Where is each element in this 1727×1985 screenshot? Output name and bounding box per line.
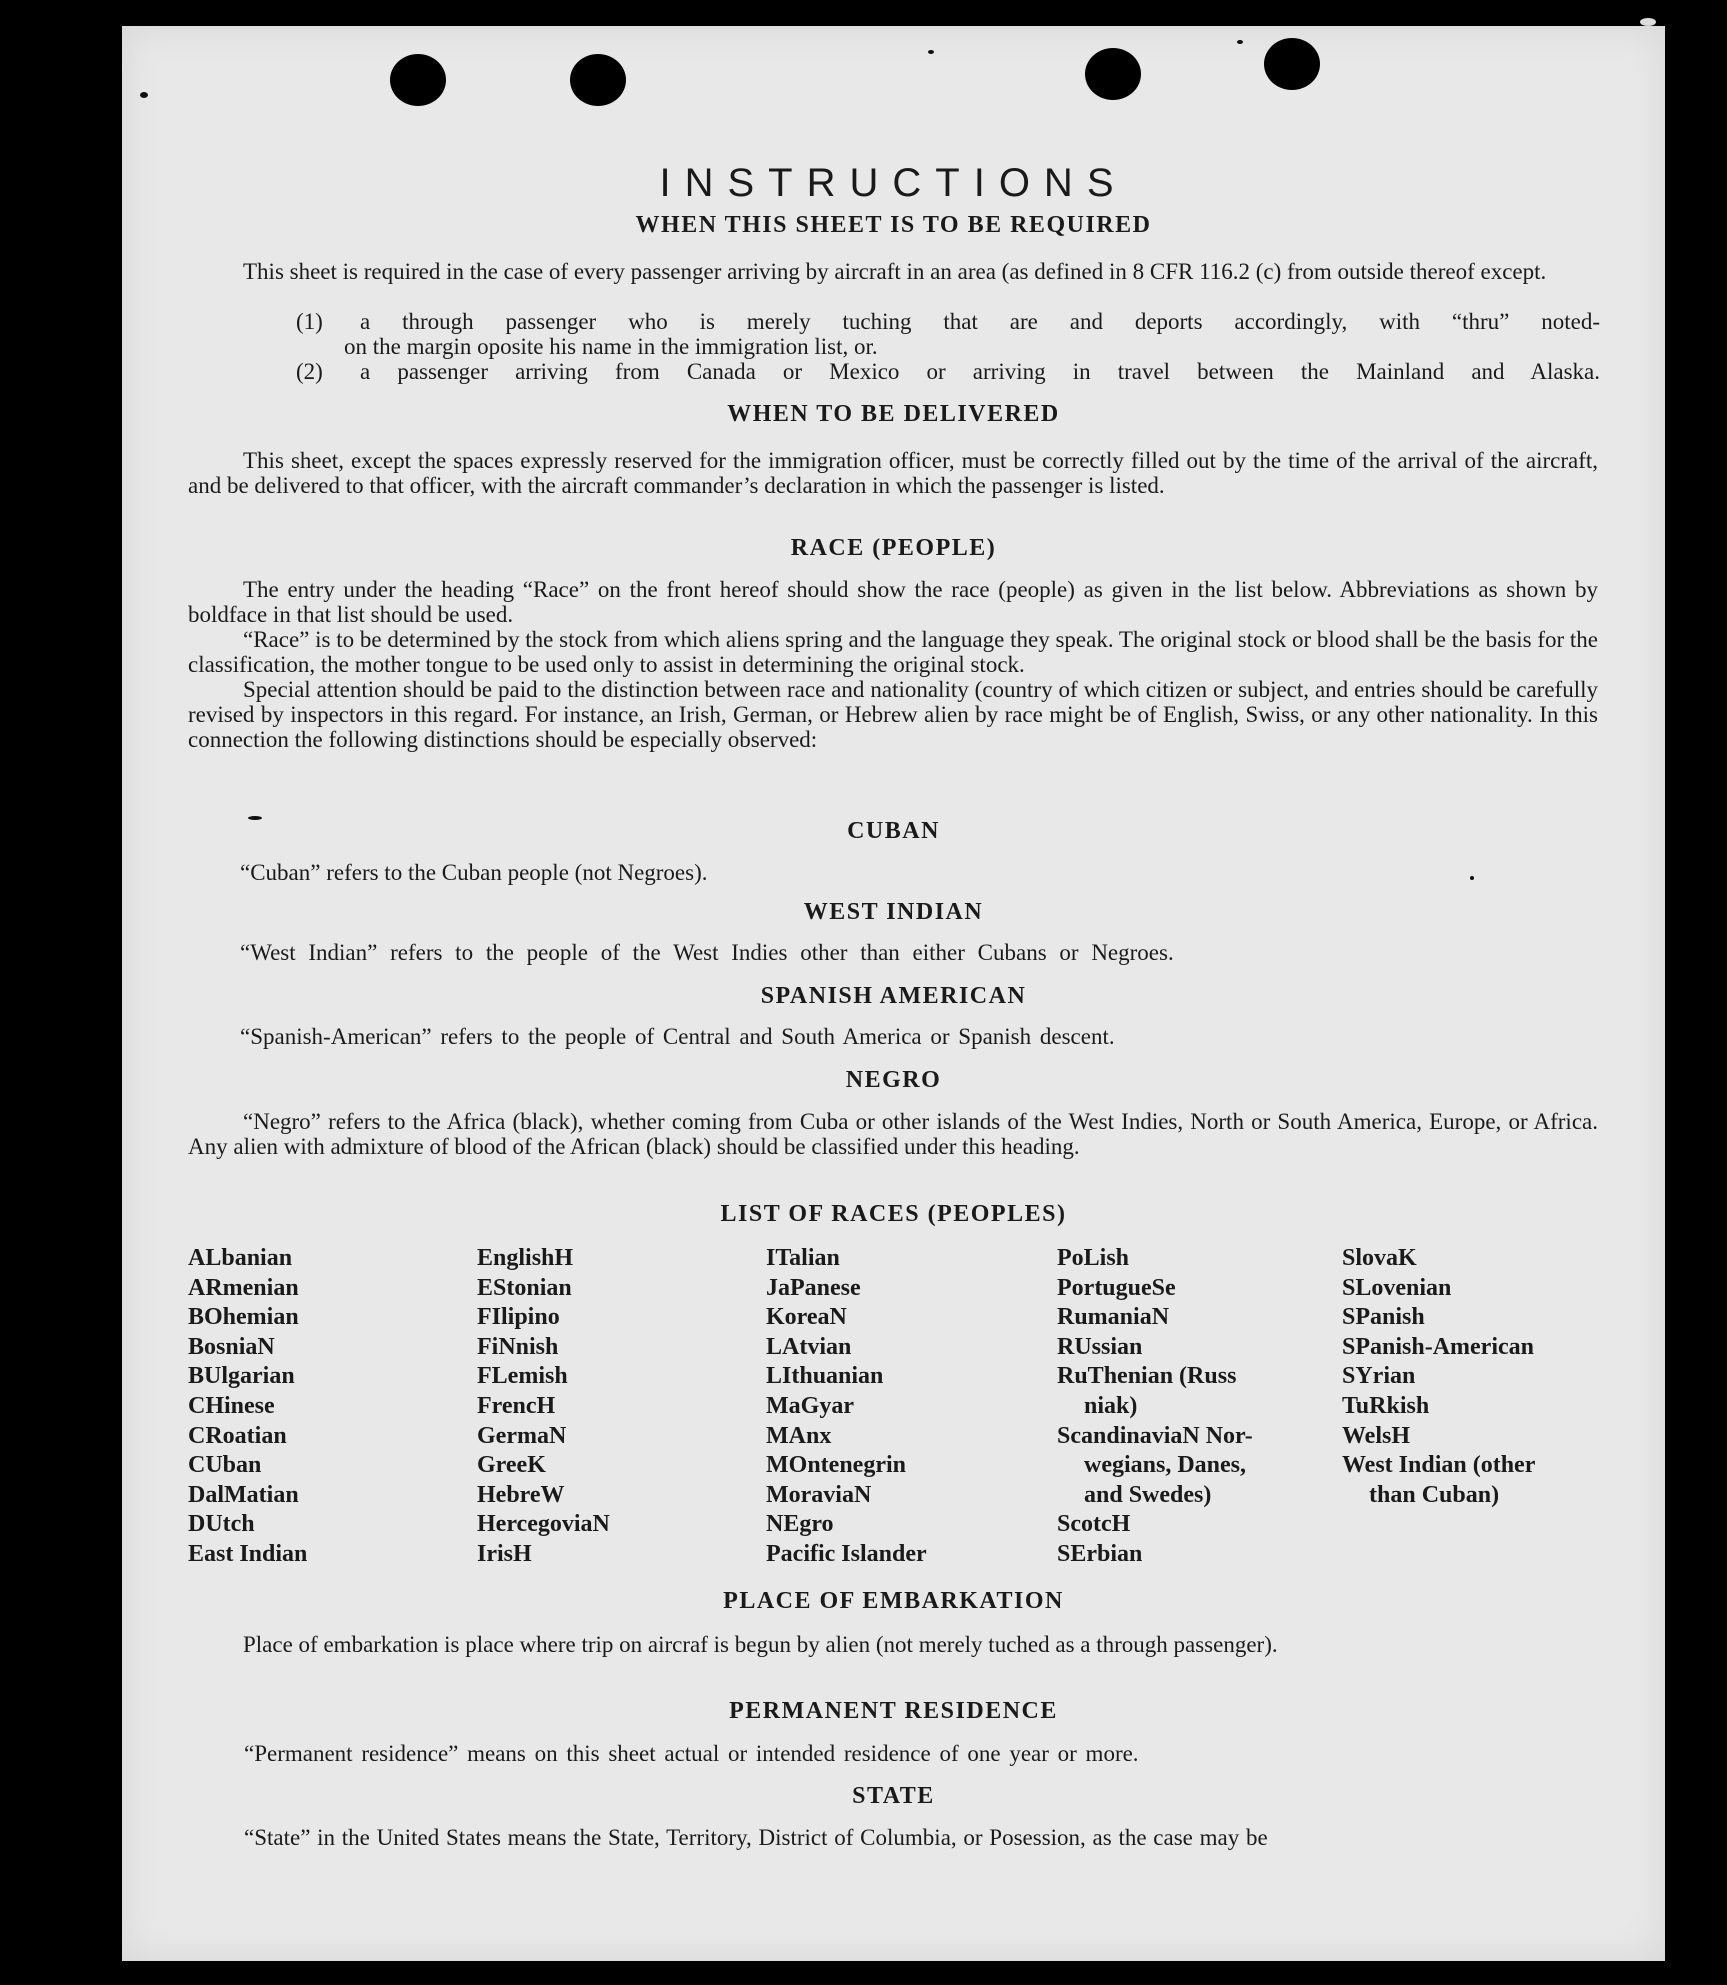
when-delivered-text: This sheet, except the spaces expressly reserved for the immigration officer, must be correctly filled out by the time of the arrival of the aircraft, and be delivered to that officer, with the aircraft commander’s declaration in which the passenger is listed. (188, 448, 1598, 498)
section-heading-when-delivered: WHEN TO BE DELIVERED (727, 401, 1060, 427)
race-item: FrencH (477, 1392, 556, 1419)
race-item: CUban (188, 1452, 262, 1479)
exception-1-text: a through passenger who is merely tuching that are and deports accordingly, with “thru” noted- (360, 309, 1600, 334)
exception-1-number: (1) (296, 309, 323, 334)
race-item: GreeK (477, 1452, 546, 1479)
race-item: SPanish-American (1342, 1333, 1534, 1360)
race-item: RuThenian (Russ (1057, 1363, 1237, 1390)
race-paragraph-3: Special attention should be paid to the distinction between race and nationality (country of which citizen or subject, and entries should be carefully revised by inspectors in this regard. For instance, an Irish, German, or Hebrew alien by race might be of English, Swiss, or any other nationality. In this connection the following distinctions should be especially observed: (188, 677, 1598, 752)
race-paragraph-2: “Race” is to be determined by the stock from which aliens spring and the language they speak. The original stock or blood shall be the basis for the classification, the mother tongue to be used only to assist in determining the original stock. (188, 627, 1598, 677)
section-heading-west-indian: WEST INDIAN (803, 899, 984, 925)
when-delivered-body (188, 448, 1598, 498)
cuban-text: “Cuban” refers to the Cuban people (not Negroes). (240, 860, 708, 885)
scan-speck (1470, 876, 1474, 880)
section-heading-embarkation: PLACE OF EMBARKATION (723, 1588, 1064, 1614)
race-item: DUtch (188, 1511, 255, 1538)
race-list-column-3 (766, 1244, 927, 1570)
race-item: PortugueSe (1057, 1274, 1176, 1301)
race-item: ARmenian (188, 1274, 299, 1301)
race-item: FIlipino (477, 1304, 560, 1331)
scan-speck (928, 50, 934, 54)
embarkation-text: Place of embarkation is place where trip on aircraf is begun by alien (not merely tuched as a through passenger). (243, 1632, 1278, 1657)
race-item: IrisH (477, 1540, 532, 1567)
race-item: FiNnish (477, 1333, 559, 1360)
race-item: RUssian (1057, 1333, 1143, 1360)
race-item-continuation: than Cuban) (1369, 1481, 1500, 1508)
page-title: INSTRUCTIONS (659, 161, 1128, 205)
race-item: West Indian (other (1342, 1452, 1536, 1479)
section-heading-list-of-races: LIST OF RACES (PEOPLES) (720, 1201, 1067, 1227)
race-item: CHinese (188, 1392, 275, 1419)
race-item: SYrian (1342, 1363, 1416, 1390)
section-heading-cuban: CUBAN (847, 818, 940, 844)
punch-hole (1085, 48, 1141, 100)
race-list-column-2 (477, 1244, 610, 1570)
race-item: ScandinaviaN Nor- (1057, 1422, 1253, 1449)
race-item: SLovenian (1342, 1274, 1452, 1301)
race-item-continuation: wegians, Danes, (1084, 1452, 1247, 1479)
race-list-column-4 (1057, 1244, 1253, 1570)
race-item: ITalian (766, 1245, 840, 1271)
west-indian-text: “West Indian” refers to the people of the West Indies other than either Cubans or Negroes. (240, 940, 1174, 965)
exception-2-number: (2) (296, 359, 323, 384)
race-item: LIthuanian (766, 1363, 884, 1390)
race-item: FLemish (477, 1363, 568, 1390)
race-item: DalMatian (188, 1481, 299, 1508)
race-item: LAtvian (766, 1333, 852, 1360)
race-item: MaGyar (766, 1392, 854, 1419)
race-item: CRoatian (188, 1422, 287, 1449)
race-item: EnglishH (477, 1245, 574, 1271)
race-item-continuation: and Swedes) (1084, 1481, 1212, 1508)
race-item: RumaniaN (1057, 1304, 1170, 1331)
scan-speck (1640, 18, 1656, 26)
race-item: PoLish (1057, 1245, 1130, 1271)
scan-speck (1237, 40, 1243, 44)
race-item-continuation: niak) (1084, 1392, 1138, 1419)
race-item: BOhemian (188, 1304, 299, 1331)
race-item: MoraviaN (766, 1481, 872, 1508)
race-item: SlovaK (1342, 1245, 1417, 1271)
section-heading-race: RACE (PEOPLE) (790, 535, 997, 561)
race-item: BosniaN (188, 1333, 275, 1360)
section-heading-spanish-american: SPANISH AMERICAN (760, 983, 1027, 1009)
punch-hole (570, 54, 626, 106)
race-body (188, 577, 1598, 752)
race-item: HercegoviaN (477, 1511, 610, 1538)
race-item: East Indian (188, 1540, 308, 1567)
state-text: “State” in the United States means the State, Territory, District of Columbia, or Posession, as the case may be (244, 1825, 1268, 1850)
race-item: BUlgarian (188, 1363, 295, 1390)
punch-hole (1264, 38, 1320, 90)
permanent-residence-text: “Permanent residence” means on this sheet actual or intended residence of one year or more. (244, 1741, 1139, 1766)
section-heading-state: STATE (852, 1783, 935, 1809)
race-item: JaPanese (766, 1274, 861, 1301)
section-heading-permanent-residence: PERMANENT RESIDENCE (729, 1698, 1058, 1724)
section-heading-negro: NEGRO (845, 1067, 942, 1093)
race-item: SPanish (1342, 1304, 1425, 1331)
punch-hole (390, 54, 446, 106)
race-item: GermaN (477, 1422, 567, 1449)
negro-text: “Negro” refers to the Africa (black), whether coming from Cuba or other islands of the West Indies, North or South America, Europe, or Africa. Any alien with admixture of blood of the African (black) should be classified under this heading. (188, 1109, 1598, 1159)
race-item: ScotcH (1057, 1511, 1131, 1538)
embarkation-body (188, 1632, 1602, 1657)
race-item: MOntenegrin (766, 1452, 906, 1479)
spanish-american-text: “Spanish-American” refers to the people of Central and South America or Spanish descent. (240, 1024, 1115, 1049)
negro-body (188, 1109, 1598, 1159)
scan-speck (140, 92, 148, 98)
when-required-intro (188, 259, 1598, 284)
section-heading-when-required: WHEN THIS SHEET IS TO BE REQUIRED (635, 212, 1152, 238)
race-item: ALbanian (188, 1245, 293, 1271)
race-item: KoreaN (766, 1304, 847, 1331)
race-item: EStonian (477, 1274, 572, 1301)
race-list-column-5 (1342, 1244, 1535, 1510)
race-item: TuRkish (1342, 1392, 1430, 1419)
exception-2-text: a passenger arriving from Canada or Mexico or arriving in travel between the Mainland and Alaska. (360, 359, 1600, 384)
exception-1-continuation: on the margin oposite his name in the immigration list, or. (344, 334, 878, 359)
race-item: NEgro (766, 1511, 834, 1538)
race-item: SErbian (1057, 1540, 1143, 1567)
race-item: WelsH (1342, 1422, 1411, 1449)
race-list-column-1 (188, 1244, 307, 1570)
race-paragraph-1: The entry under the heading “Race” on the front hereof should show the race (people) as given in the list below. Abbreviations as shown by boldface in that list should be used. (188, 577, 1598, 627)
race-item: MAnx (766, 1422, 832, 1449)
when-required-intro-text: This sheet is required in the case of every passenger arriving by aircraft in an area (as defined in 8 CFR 116.2 (c) from outside thereof except. (243, 259, 1547, 284)
race-item: Pacific Islander (766, 1540, 927, 1567)
race-item: HebreW (477, 1481, 565, 1508)
